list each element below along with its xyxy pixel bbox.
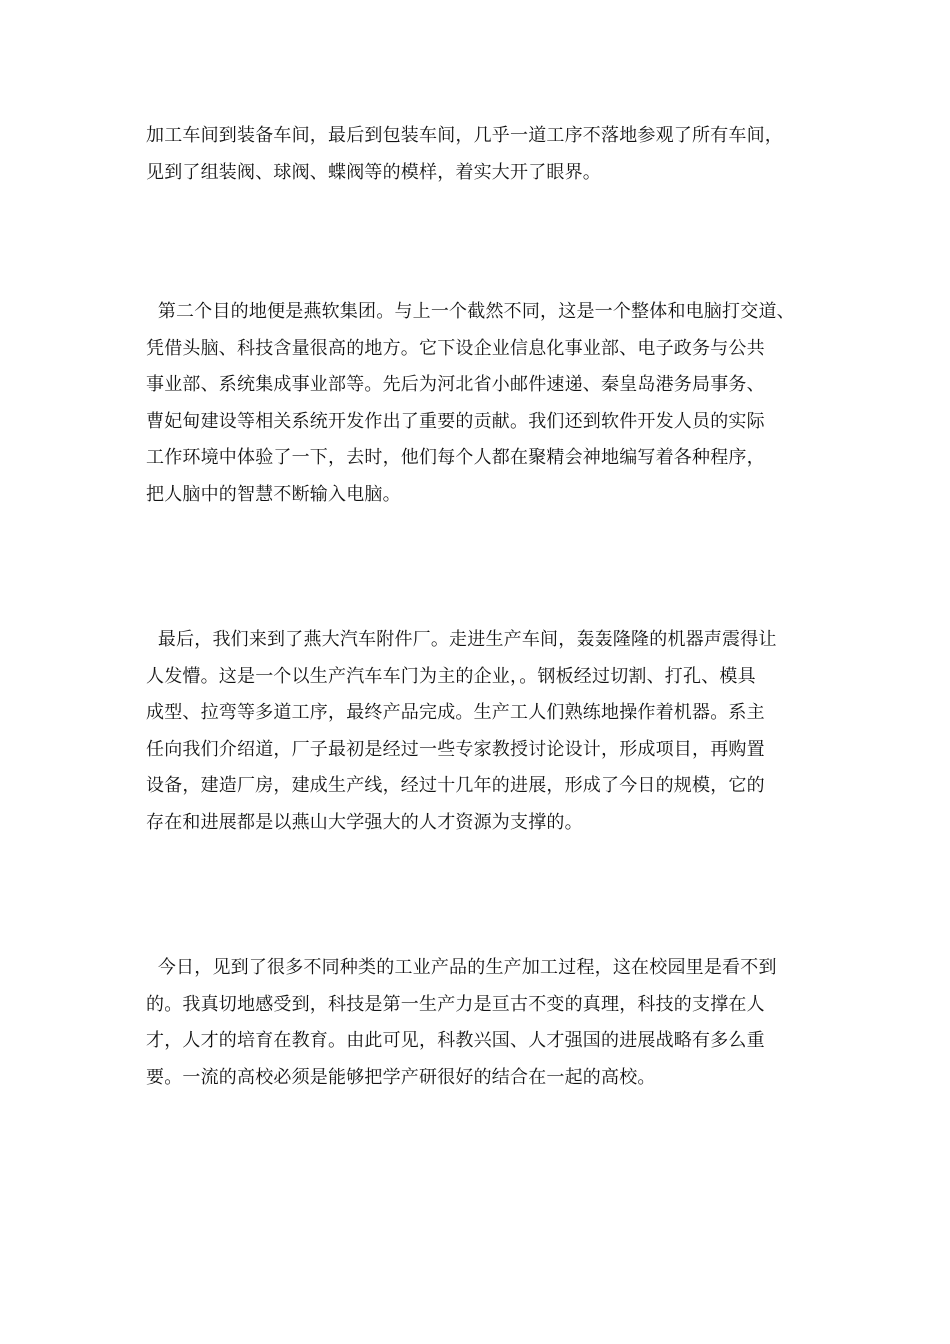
text-line: 才，人才的培育在教育。由此可见，科教兴国、人才强国的进展战略有多么重 (146, 1030, 765, 1052)
text-line: 把人脑中的智慧不断输入电脑。 (146, 483, 401, 505)
text-line: 存在和进展都是以燕山大学强大的人才资源为支撑的。 (146, 811, 583, 833)
text-line: 成型、拉弯等多道工序，最终产品完成。生产工人们熟练地操作着机器。系主 (146, 702, 765, 724)
paragraph-yanruan-group (146, 294, 826, 514)
text-line: 要。一流的高校必须是能够把学产研很好的结合在一起的高校。 (146, 1066, 656, 1088)
text-line: 加工车间到装备车间，最后到包装车间，几乎一道工序不落地参观了所有车间， (146, 125, 783, 146)
text-line: 事业部、系统集成事业部等。先后为河北省小邮件速递、秦皇岛港务局事务、 (146, 374, 765, 396)
text-line: 任向我们介绍道，厂子最初是经过一些专家教授讨论设计，形成项目，再购置 (146, 738, 765, 760)
text-line: 人发懵。这是一个以生产汽车车门为主的企业，。钢板经过切割、打孔、模具 (146, 665, 756, 687)
text-line: 今日，见到了很多不同种类的工业产品的生产加工过程，这在校园里是看不到 (146, 957, 777, 978)
text-line: 设备，建造厂房，建成生产线，经过十几年的进展，形成了今日的规模，它的 (146, 775, 765, 797)
text-line: 凭借头脑、科技含量很高的地方。它下设企业信息化事业部、电子政务与公共 (146, 337, 765, 359)
text-line: 的。我真切地感受到，科技是第一生产力是亘古不变的真理，科技的支撑在人 (146, 993, 765, 1015)
paragraph-workshop-visit (146, 118, 826, 191)
text-line: 最后，我们来到了燕大汽车附件厂。走进生产车间，轰轰隆隆的机器声震得让 (146, 629, 777, 650)
text-line: 见到了组装阀、球阀、蝶阀等的模样，着实大开了眼界。 (146, 161, 601, 183)
text-line: 曹妃甸建设等相关系统开发作出了重要的贡献。我们还到软件开发人员的实际 (146, 410, 765, 432)
paragraph-auto-parts-factory (146, 622, 826, 842)
text-line: 工作环境中体验了一下，去时，他们每个人都在聚精会神地编写着各种程序， (146, 447, 765, 469)
text-line: 第二个目的地便是燕软集团。与上一个截然不同，这是一个整体和电脑打交道、 (146, 301, 795, 322)
paragraph-conclusion (146, 950, 826, 1096)
